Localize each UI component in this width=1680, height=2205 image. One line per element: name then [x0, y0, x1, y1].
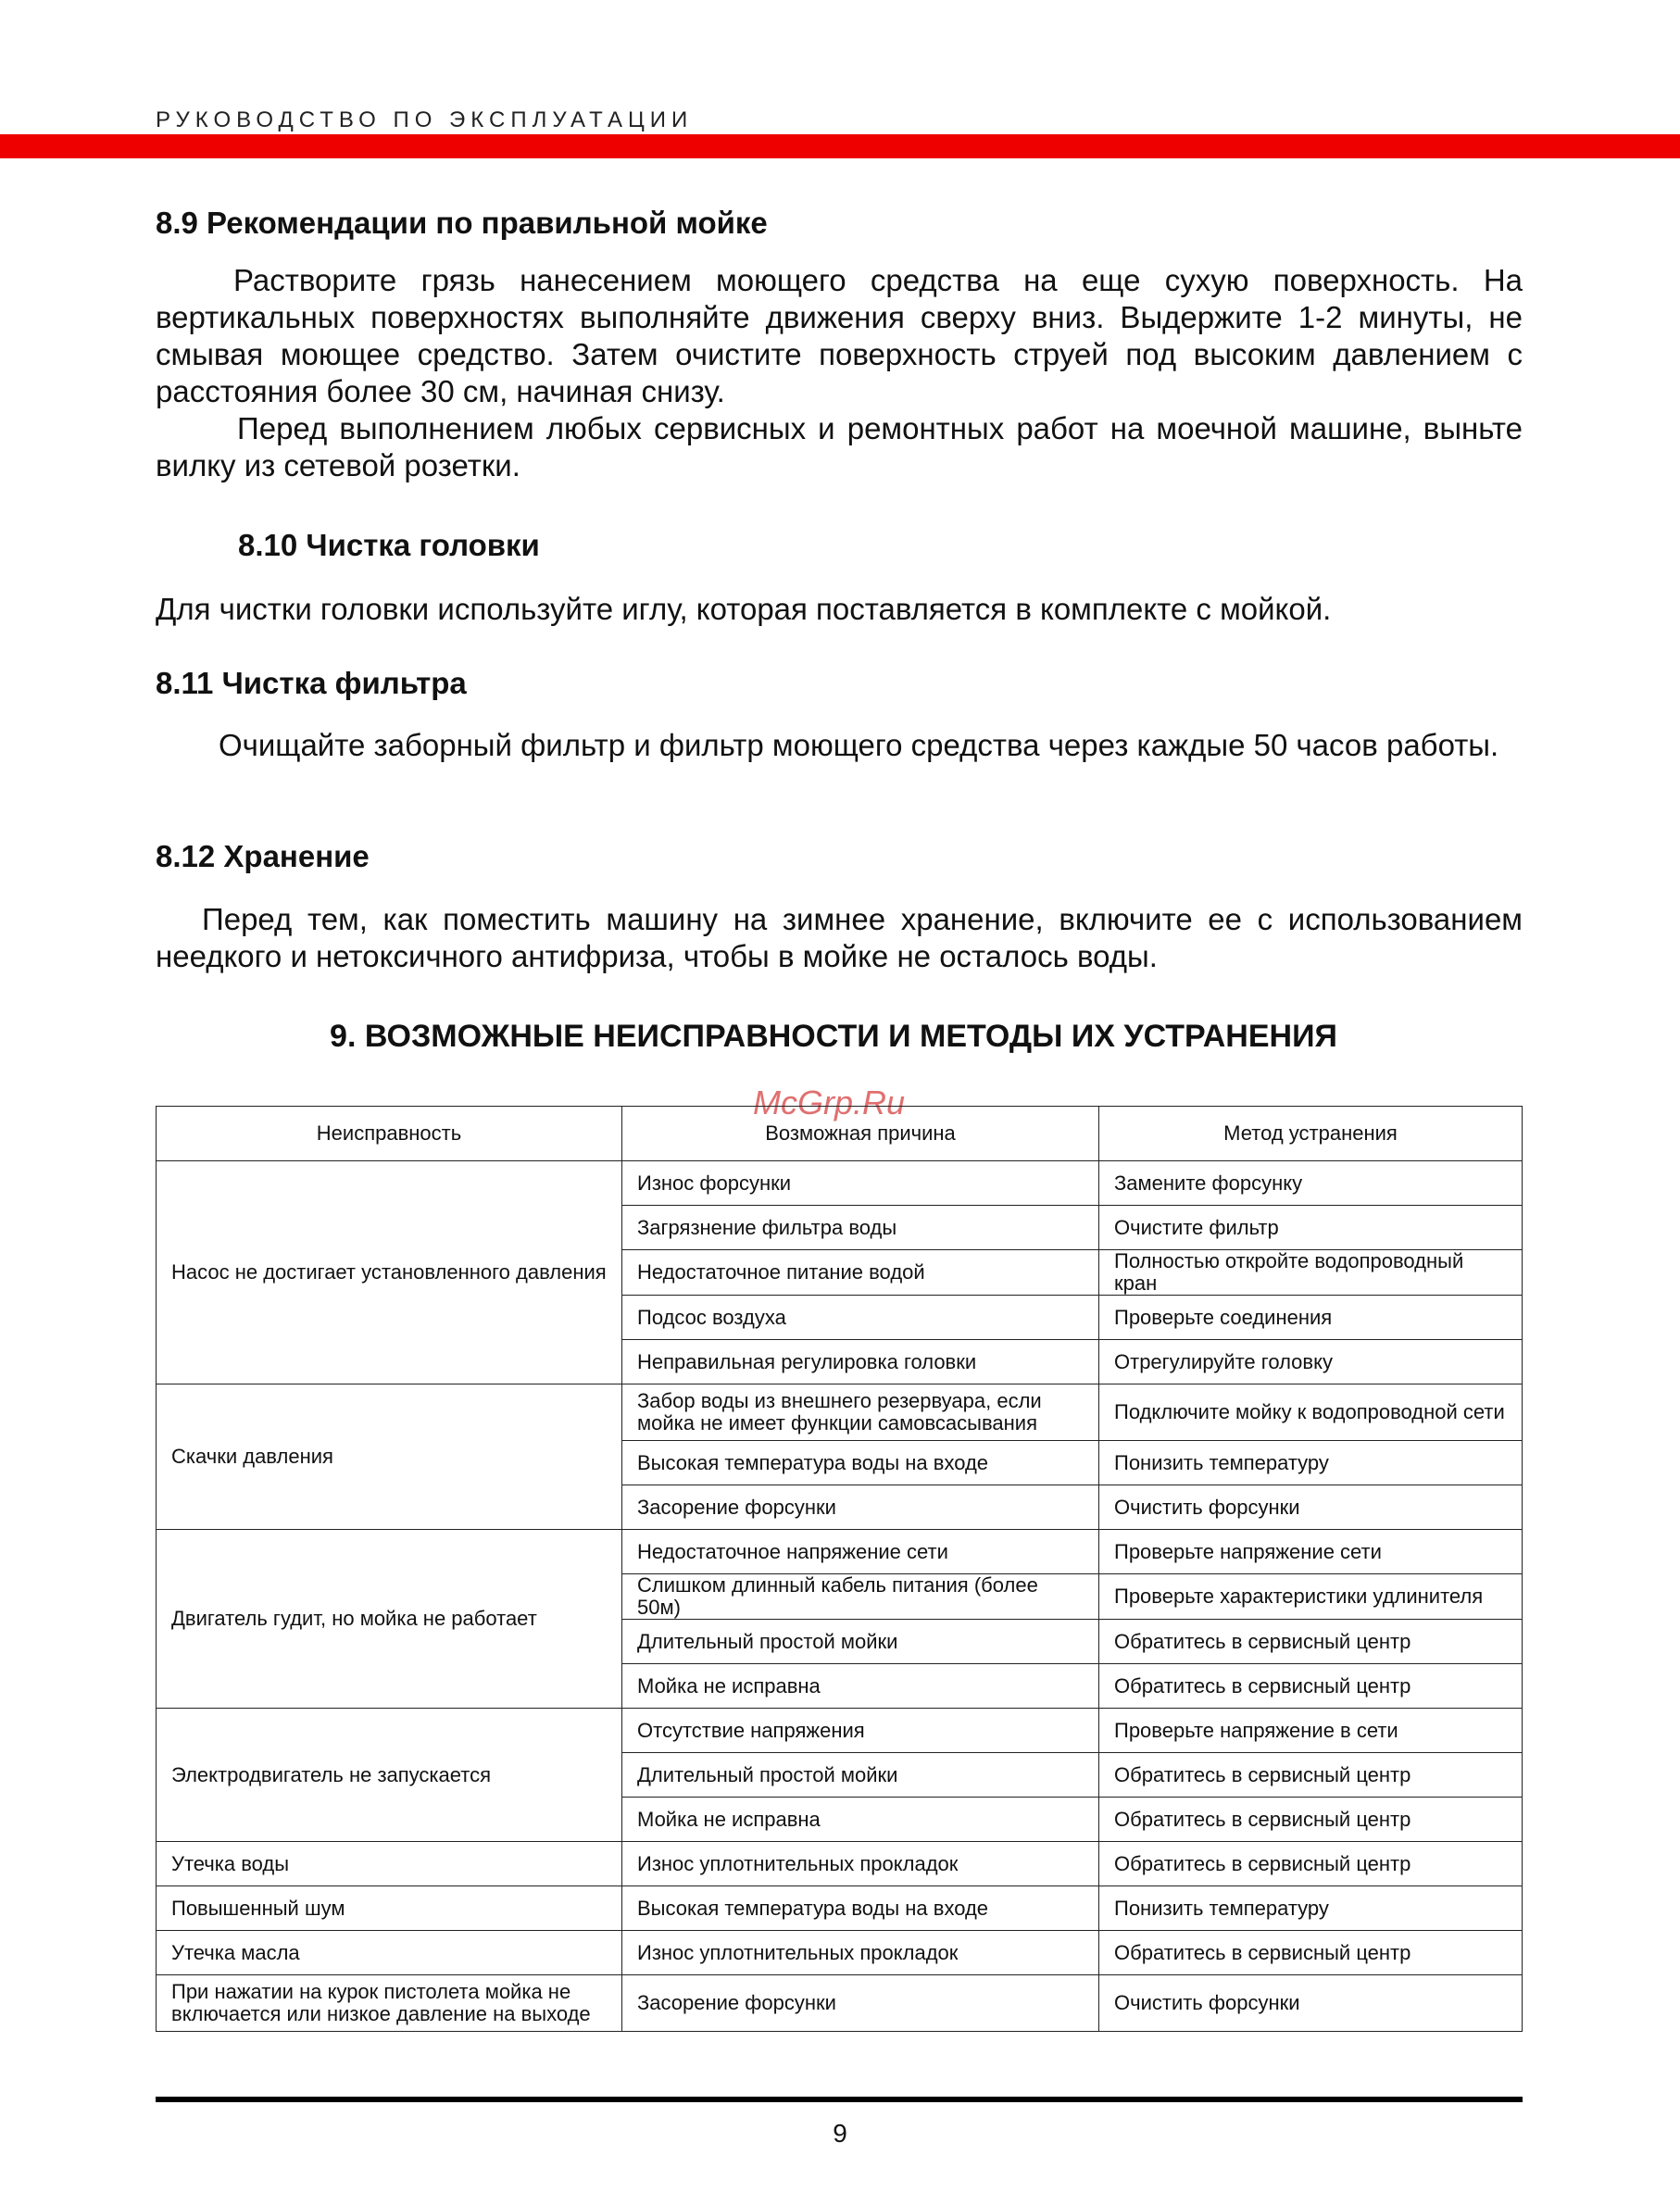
cause-cell: Недостаточное питание водой: [622, 1250, 1099, 1296]
remedy-cell: Отрегулируйте головку: [1099, 1340, 1523, 1384]
cause-cell: Высокая температура воды на входе: [622, 1441, 1099, 1485]
table-row: [157, 1886, 1523, 1931]
table-row: [157, 1161, 1523, 1206]
fault-cell: При нажатии на курок пистолета мойка не включается или низкое давление на выходе: [157, 1975, 622, 2032]
table-header-cell: Метод устранения: [1099, 1107, 1523, 1161]
remedy-cell: Обратитесь в сервисный центр: [1099, 1798, 1523, 1842]
fault-cell: Повышенный шум: [157, 1886, 622, 1931]
running-header: РУКОВОДСТВО ПО ЭКСПЛУАТАЦИИ: [156, 107, 694, 132]
cause-cell: Высокая температура воды на входе: [622, 1886, 1099, 1931]
remedy-cell: Обратитесь в сервисный центр: [1099, 1664, 1523, 1709]
cause-cell: Износ уплотнительных прокладок: [622, 1931, 1099, 1975]
section-8-11-text: Очищайте заборный фильтр и фильтр моющего средства через каждые 50 часов работы.: [219, 728, 1499, 762]
remedy-cell: Очистить форсунки: [1099, 1485, 1523, 1530]
cause-cell: Недостаточное напряжение сети: [622, 1530, 1099, 1574]
table-row: [157, 1975, 1523, 2032]
section-8-9-paragraph-2: Перед выполнением любых сервисных и ремонтных работ на моечной машине, выньте вилку из сетевой розетки.: [156, 411, 1523, 482]
cause-cell: Засорение форсунки: [622, 1485, 1099, 1530]
cause-cell: Подсос воздуха: [622, 1296, 1099, 1340]
table-row: [157, 1709, 1523, 1753]
cause-cell: Слишком длинный кабель питания (более 50м): [622, 1574, 1099, 1620]
remedy-cell: Проверьте характеристики удлинителя: [1099, 1574, 1523, 1620]
cause-cell: Загрязнение фильтра воды: [622, 1206, 1099, 1250]
table-row: [157, 1842, 1523, 1886]
remedy-cell: Подключите мойку к водопроводной сети: [1099, 1384, 1523, 1441]
fault-cell: Электродвигатель не запускается: [157, 1709, 622, 1842]
table-row: [157, 1530, 1523, 1574]
remedy-cell: Понизить температуру: [1099, 1886, 1523, 1931]
remedy-cell: Обратитесь в сервисный центр: [1099, 1931, 1523, 1975]
cause-cell: Мойка не исправна: [622, 1664, 1099, 1709]
remedy-cell: Проверьте соединения: [1099, 1296, 1523, 1340]
fault-cell: Насос не достигает установленного давления: [157, 1161, 622, 1384]
cause-cell: Длительный простой мойки: [622, 1753, 1099, 1798]
section-8-11-title: 8.11 Чистка фильтра: [156, 666, 467, 700]
header-red-bar: [0, 134, 1680, 158]
remedy-cell: Полностью откройте водопроводный кран: [1099, 1250, 1523, 1296]
fault-cell: Утечка масла: [157, 1931, 622, 1975]
cause-cell: Неправильная регулировка головки: [622, 1340, 1099, 1384]
remedy-cell: Замените форсунку: [1099, 1161, 1523, 1206]
fault-cell: Двигатель гудит, но мойка не работает: [157, 1530, 622, 1709]
footer-rule: [156, 2097, 1523, 2102]
cause-cell: Мойка не исправна: [622, 1798, 1099, 1842]
section-8-9-title: 8.9 Рекомендации по правильной мойке: [156, 206, 768, 240]
section-8-10-text: Для чистки головки используйте иглу, которая поставляется в комплекте с мойкой.: [156, 592, 1332, 626]
table-header-row: [157, 1107, 1523, 1161]
remedy-cell: Обратитесь в сервисный центр: [1099, 1620, 1523, 1664]
watermark: McGrp.Ru: [753, 1084, 906, 1121]
remedy-cell: Понизить температуру: [1099, 1441, 1523, 1485]
table-row: [157, 1931, 1523, 1975]
section-8-12-text: Перед тем, как поместить машину на зимнее хранение, включите ее с использованием неедкого и нетоксичного антифриза, чтобы в мойке не осталось воды.: [156, 902, 1523, 973]
section-8-10-title: 8.10 Чистка головки: [238, 528, 540, 562]
cause-cell: Засорение форсунки: [622, 1975, 1099, 2032]
table-row: [157, 1384, 1523, 1441]
remedy-cell: Очистите фильтр: [1099, 1206, 1523, 1250]
table-header-cell: Неисправность: [157, 1107, 622, 1161]
cause-cell: Износ уплотнительных прокладок: [622, 1842, 1099, 1886]
cause-cell: Износ форсунки: [622, 1161, 1099, 1206]
fault-cell: Утечка воды: [157, 1842, 622, 1886]
section-9-title: 9. ВОЗМОЖНЫЕ НЕИСПРАВНОСТИ И МЕТОДЫ ИХ УСТРАНЕНИЯ: [330, 1019, 1337, 1054]
section-8-12-title: 8.12 Хранение: [156, 839, 370, 873]
remedy-cell: Проверьте напряжение сети: [1099, 1530, 1523, 1574]
section-8-9-paragraph-1: Растворите грязь нанесением моющего средства на еще сухую поверхность. На вертикальных поверхностях выполняйте движения сверху вниз. Выдержите 1-2 минуты, не смывая моющее средство. Затем очистите поверхность струей под высоким давлением с расстояния более 30 см, начиная снизу.: [156, 263, 1523, 408]
cause-cell: Забор воды из внешнего резервуара, если мойка не имеет функции самовсасывания: [622, 1384, 1099, 1441]
remedy-cell: Очистить форсунки: [1099, 1975, 1523, 2032]
table-header-cell: Возможная причина: [622, 1107, 1099, 1161]
troubleshooting-table: [156, 1106, 1523, 2032]
remedy-cell: Обратитесь в сервисный центр: [1099, 1842, 1523, 1886]
cause-cell: Длительный простой мойки: [622, 1620, 1099, 1664]
fault-cell: Скачки давления: [157, 1384, 622, 1530]
page-number: 9: [833, 2119, 847, 2148]
remedy-cell: Обратитесь в сервисный центр: [1099, 1753, 1523, 1798]
cause-cell: Отсутствие напряжения: [622, 1709, 1099, 1753]
remedy-cell: Проверьте напряжение в сети: [1099, 1709, 1523, 1753]
